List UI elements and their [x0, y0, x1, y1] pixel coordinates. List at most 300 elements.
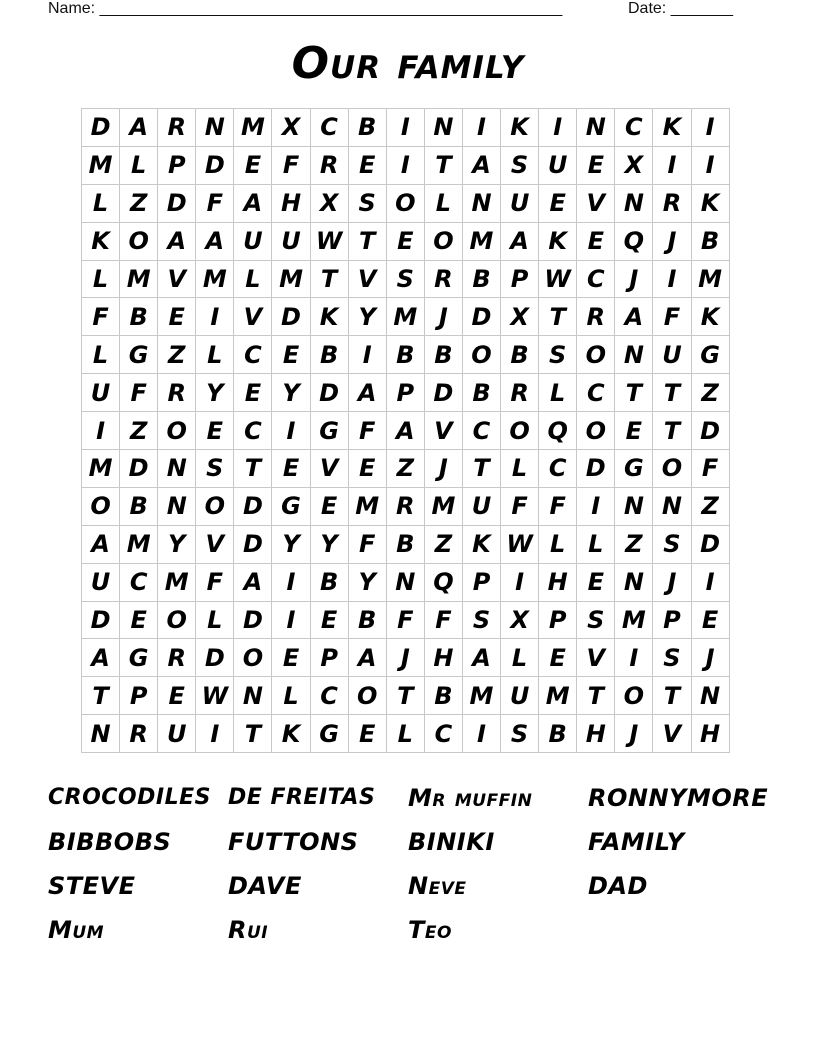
grid-cell: A [501, 222, 539, 260]
word-bank [48, 782, 768, 946]
grid-cell: D [272, 298, 310, 336]
grid-cell: N [158, 487, 196, 525]
grid-cell: I [196, 715, 234, 753]
grid-cell: B [424, 336, 462, 374]
grid-cell: M [120, 260, 158, 298]
grid-cell: O [653, 450, 691, 488]
grid-cell: O [82, 487, 120, 525]
word-bank-item: Mr muffin [408, 784, 533, 812]
grid-cell: D [158, 184, 196, 222]
grid-cell: Z [615, 525, 653, 563]
grid-cell: C [234, 412, 272, 450]
grid-cell: E [272, 450, 310, 488]
grid-cell: I [691, 563, 729, 601]
grid-cell: A [234, 184, 272, 222]
grid-cell: U [462, 487, 500, 525]
grid-cell: T [653, 677, 691, 715]
grid-cell: L [501, 639, 539, 677]
grid-cell: T [386, 677, 424, 715]
grid-cell: S [501, 146, 539, 184]
grid-cell: T [577, 677, 615, 715]
grid-row [82, 222, 730, 260]
grid-cell: O [577, 336, 615, 374]
grid-cell: X [272, 109, 310, 147]
grid-cell: A [462, 146, 500, 184]
grid-cell: M [462, 222, 500, 260]
grid-cell: S [653, 525, 691, 563]
grid-cell: D [424, 374, 462, 412]
grid-row [82, 450, 730, 488]
grid-cell: P [158, 146, 196, 184]
grid-cell: C [310, 109, 348, 147]
grid-row [82, 336, 730, 374]
grid-cell: A [234, 563, 272, 601]
grid-cell: J [424, 298, 462, 336]
grid-cell: A [120, 109, 158, 147]
grid-cell: T [82, 677, 120, 715]
grid-cell: E [539, 184, 577, 222]
grid-cell: B [501, 336, 539, 374]
grid-cell: E [234, 146, 272, 184]
grid-cell: D [234, 487, 272, 525]
grid-row [82, 677, 730, 715]
grid-cell: E [120, 601, 158, 639]
letter-grid [81, 108, 730, 753]
grid-cell: O [234, 639, 272, 677]
grid-cell: T [539, 298, 577, 336]
grid-cell: K [691, 298, 729, 336]
grid-cell: U [158, 715, 196, 753]
grid-cell: O [348, 677, 386, 715]
grid-cell: Z [120, 184, 158, 222]
grid-cell: E [234, 374, 272, 412]
grid-cell: S [348, 184, 386, 222]
grid-cell: V [424, 412, 462, 450]
word-bank-item: Rui [228, 916, 269, 944]
grid-cell: N [234, 677, 272, 715]
grid-cell: V [234, 298, 272, 336]
grid-cell: T [234, 450, 272, 488]
grid-cell: M [462, 677, 500, 715]
grid-cell: B [310, 336, 348, 374]
grid-cell: P [501, 260, 539, 298]
grid-cell: V [653, 715, 691, 753]
grid-row [82, 298, 730, 336]
grid-cell: I [615, 639, 653, 677]
grid-cell: E [615, 412, 653, 450]
grid-cell: E [691, 601, 729, 639]
grid-cell: V [158, 260, 196, 298]
grid-cell: M [82, 450, 120, 488]
grid-row [82, 639, 730, 677]
grid-cell: Y [348, 563, 386, 601]
grid-cell: L [82, 336, 120, 374]
grid-cell: C [539, 450, 577, 488]
grid-cell: N [386, 563, 424, 601]
grid-cell: I [386, 109, 424, 147]
grid-cell: E [577, 222, 615, 260]
grid-cell: G [310, 412, 348, 450]
grid-cell: H [577, 715, 615, 753]
grid-cell: Y [272, 374, 310, 412]
grid-cell: P [462, 563, 500, 601]
grid-cell: A [462, 639, 500, 677]
grid-cell: D [310, 374, 348, 412]
word-bank-item: BIBBOBS [48, 828, 172, 856]
grid-cell: Z [424, 525, 462, 563]
grid-row [82, 715, 730, 753]
grid-cell: I [691, 146, 729, 184]
grid-cell: A [82, 639, 120, 677]
word-bank-item: Teo [408, 916, 452, 944]
grid-cell: B [120, 298, 158, 336]
word-bank-item: CROCODILES [48, 785, 211, 810]
grid-cell: B [348, 109, 386, 147]
grid-cell: Y [310, 525, 348, 563]
grid-cell: C [577, 374, 615, 412]
grid-cell: O [386, 184, 424, 222]
grid-cell: Z [158, 336, 196, 374]
date-field-line: Date: _______ [628, 0, 733, 17]
grid-cell: I [691, 109, 729, 147]
grid-cell: M [348, 487, 386, 525]
grid-cell: F [653, 298, 691, 336]
grid-cell: N [615, 563, 653, 601]
grid-cell: O [501, 412, 539, 450]
grid-cell: T [653, 412, 691, 450]
grid-cell: L [196, 336, 234, 374]
grid-cell: M [234, 109, 272, 147]
word-bank-item: FAMILY [588, 828, 685, 856]
grid-cell: J [386, 639, 424, 677]
grid-cell: H [272, 184, 310, 222]
grid-cell: K [539, 222, 577, 260]
grid-cell: T [310, 260, 348, 298]
grid-cell: V [348, 260, 386, 298]
grid-cell: R [501, 374, 539, 412]
grid-cell: N [615, 487, 653, 525]
grid-cell: N [577, 109, 615, 147]
grid-cell: E [348, 146, 386, 184]
grid-cell: P [310, 639, 348, 677]
grid-cell: N [615, 184, 653, 222]
grid-cell: L [539, 374, 577, 412]
grid-cell: D [82, 601, 120, 639]
grid-cell: F [348, 412, 386, 450]
grid-cell: O [158, 412, 196, 450]
grid-cell: I [653, 260, 691, 298]
grid-cell: D [120, 450, 158, 488]
word-bank-item: Mum [48, 916, 105, 944]
grid-cell: T [615, 374, 653, 412]
grid-cell: C [310, 677, 348, 715]
word-bank-item: Neve [408, 872, 467, 900]
grid-cell: E [158, 298, 196, 336]
grid-cell: M [424, 487, 462, 525]
grid-cell: C [462, 412, 500, 450]
grid-cell: D [196, 146, 234, 184]
grid-cell: M [691, 260, 729, 298]
grid-cell: E [577, 146, 615, 184]
grid-cell: F [501, 487, 539, 525]
grid-cell: I [272, 601, 310, 639]
grid-cell: S [577, 601, 615, 639]
grid-cell: S [196, 450, 234, 488]
word-bank-item: FUTTONS [228, 828, 359, 856]
grid-cell: S [539, 336, 577, 374]
grid-cell: O [158, 601, 196, 639]
grid-cell: C [577, 260, 615, 298]
grid-cell: S [653, 639, 691, 677]
grid-cell: G [615, 450, 653, 488]
grid-cell: R [653, 184, 691, 222]
grid-cell: L [577, 525, 615, 563]
grid-row [82, 412, 730, 450]
grid-cell: V [577, 184, 615, 222]
grid-cell: A [615, 298, 653, 336]
grid-cell: V [310, 450, 348, 488]
grid-cell: X [501, 601, 539, 639]
grid-cell: I [501, 563, 539, 601]
grid-cell: J [653, 222, 691, 260]
grid-cell: D [196, 639, 234, 677]
grid-cell: Z [120, 412, 158, 450]
grid-cell: B [310, 563, 348, 601]
grid-cell: E [386, 222, 424, 260]
grid-cell: M [82, 146, 120, 184]
grid-cell: D [234, 525, 272, 563]
grid-cell: I [272, 412, 310, 450]
grid-cell: A [158, 222, 196, 260]
grid-cell: T [348, 222, 386, 260]
grid-cell: F [196, 563, 234, 601]
grid-cell: W [310, 222, 348, 260]
grid-cell: I [348, 336, 386, 374]
grid-cell: I [653, 146, 691, 184]
grid-cell: L [386, 715, 424, 753]
grid-cell: G [691, 336, 729, 374]
grid-cell: M [120, 525, 158, 563]
grid-cell: F [386, 601, 424, 639]
grid-cell: W [501, 525, 539, 563]
grid-cell: E [272, 336, 310, 374]
grid-cell: F [120, 374, 158, 412]
grid-cell: B [120, 487, 158, 525]
grid-cell: M [158, 563, 196, 601]
grid-cell: U [501, 184, 539, 222]
grid-cell: A [348, 374, 386, 412]
grid-cell: T [424, 146, 462, 184]
grid-cell: K [82, 222, 120, 260]
grid-cell: U [653, 336, 691, 374]
grid-cell: B [424, 677, 462, 715]
word-bank-item: BINIKI [408, 828, 495, 856]
grid-cell: M [196, 260, 234, 298]
grid-cell: L [120, 146, 158, 184]
grid-cell: Y [348, 298, 386, 336]
grid-cell: T [653, 374, 691, 412]
grid-cell: S [501, 715, 539, 753]
grid-cell: O [577, 412, 615, 450]
grid-cell: A [348, 639, 386, 677]
grid-cell: I [577, 487, 615, 525]
grid-cell: N [615, 336, 653, 374]
grid-cell: I [386, 146, 424, 184]
grid-cell: E [310, 601, 348, 639]
grid-cell: N [424, 109, 462, 147]
grid-cell: B [539, 715, 577, 753]
grid-cell: A [196, 222, 234, 260]
grid-cell: C [234, 336, 272, 374]
grid-cell: L [196, 601, 234, 639]
grid-cell: L [82, 184, 120, 222]
grid-row [82, 525, 730, 563]
grid-cell: I [272, 563, 310, 601]
grid-cell: E [196, 412, 234, 450]
grid-cell: I [196, 298, 234, 336]
grid-cell: O [615, 677, 653, 715]
grid-cell: G [120, 336, 158, 374]
grid-cell: N [158, 450, 196, 488]
grid-cell: F [82, 298, 120, 336]
grid-cell: J [615, 260, 653, 298]
grid-cell: U [82, 563, 120, 601]
grid-cell: F [348, 525, 386, 563]
grid-cell: B [462, 374, 500, 412]
grid-cell: K [272, 715, 310, 753]
grid-cell: F [539, 487, 577, 525]
grid-cell: F [424, 601, 462, 639]
grid-cell: Y [196, 374, 234, 412]
word-bank-item: DAVE [228, 872, 302, 900]
grid-cell: D [462, 298, 500, 336]
grid-cell: U [539, 146, 577, 184]
grid-cell: U [82, 374, 120, 412]
grid-cell: L [234, 260, 272, 298]
grid-row [82, 146, 730, 184]
grid-cell: U [272, 222, 310, 260]
grid-row [82, 563, 730, 601]
grid-cell: J [653, 563, 691, 601]
grid-cell: G [272, 487, 310, 525]
grid-cell: M [615, 601, 653, 639]
grid-cell: Z [691, 487, 729, 525]
grid-cell: L [272, 677, 310, 715]
grid-cell: A [386, 412, 424, 450]
grid-cell: F [272, 146, 310, 184]
grid-row [82, 601, 730, 639]
grid-cell: D [82, 109, 120, 147]
word-bank-item: RONNYMORE [588, 784, 769, 812]
grid-cell: H [691, 715, 729, 753]
grid-cell: P [120, 677, 158, 715]
grid-row [82, 374, 730, 412]
grid-cell: K [462, 525, 500, 563]
grid-cell: H [539, 563, 577, 601]
grid-cell: N [653, 487, 691, 525]
grid-cell: L [424, 184, 462, 222]
grid-cell: F [196, 184, 234, 222]
grid-cell: I [462, 109, 500, 147]
grid-row [82, 184, 730, 222]
grid-cell: X [310, 184, 348, 222]
grid-cell: K [691, 184, 729, 222]
grid-cell: O [196, 487, 234, 525]
grid-cell: B [348, 601, 386, 639]
grid-cell: B [691, 222, 729, 260]
grid-cell: D [691, 412, 729, 450]
grid-cell: Y [272, 525, 310, 563]
puzzle-title: Our family [291, 38, 525, 89]
grid-cell: V [577, 639, 615, 677]
grid-cell: F [691, 450, 729, 488]
grid-cell: W [196, 677, 234, 715]
grid-cell: E [348, 450, 386, 488]
name-field-line: Name: ____________________________________________________ [48, 0, 563, 17]
grid-cell: Q [424, 563, 462, 601]
grid-cell: O [120, 222, 158, 260]
grid-cell: D [234, 601, 272, 639]
grid-cell: I [539, 109, 577, 147]
grid-cell: B [462, 260, 500, 298]
grid-cell: O [424, 222, 462, 260]
grid-cell: C [120, 563, 158, 601]
grid-cell: T [234, 715, 272, 753]
grid-cell: I [82, 412, 120, 450]
grid-cell: P [386, 374, 424, 412]
grid-row [82, 260, 730, 298]
grid-cell: I [462, 715, 500, 753]
grid-cell: E [348, 715, 386, 753]
grid-cell: Z [691, 374, 729, 412]
grid-cell: R [158, 109, 196, 147]
grid-cell: R [310, 146, 348, 184]
grid-cell: L [82, 260, 120, 298]
grid-cell: G [120, 639, 158, 677]
grid-cell: C [615, 109, 653, 147]
grid-cell: R [158, 639, 196, 677]
grid-cell: N [691, 677, 729, 715]
grid-cell: X [501, 298, 539, 336]
grid-cell: N [82, 715, 120, 753]
grid-cell: A [82, 525, 120, 563]
grid-cell: J [424, 450, 462, 488]
grid-cell: U [234, 222, 272, 260]
grid-cell: L [501, 450, 539, 488]
grid-cell: S [386, 260, 424, 298]
grid-cell: E [577, 563, 615, 601]
grid-cell: Z [386, 450, 424, 488]
grid-cell: E [158, 677, 196, 715]
grid-cell: Q [615, 222, 653, 260]
grid-cell: R [386, 487, 424, 525]
grid-cell: N [462, 184, 500, 222]
word-bank-item: DAD [588, 872, 648, 900]
grid-cell: J [615, 715, 653, 753]
grid-cell: M [272, 260, 310, 298]
grid-cell: D [577, 450, 615, 488]
grid-cell: O [462, 336, 500, 374]
grid-cell: H [424, 639, 462, 677]
grid-cell: W [539, 260, 577, 298]
grid-cell: K [653, 109, 691, 147]
grid-cell: R [120, 715, 158, 753]
word-bank-item: DE FREITAS [228, 785, 376, 810]
grid-cell: S [462, 601, 500, 639]
grid-cell: N [196, 109, 234, 147]
word-bank-item: STEVE [48, 872, 136, 900]
grid-cell: P [653, 601, 691, 639]
